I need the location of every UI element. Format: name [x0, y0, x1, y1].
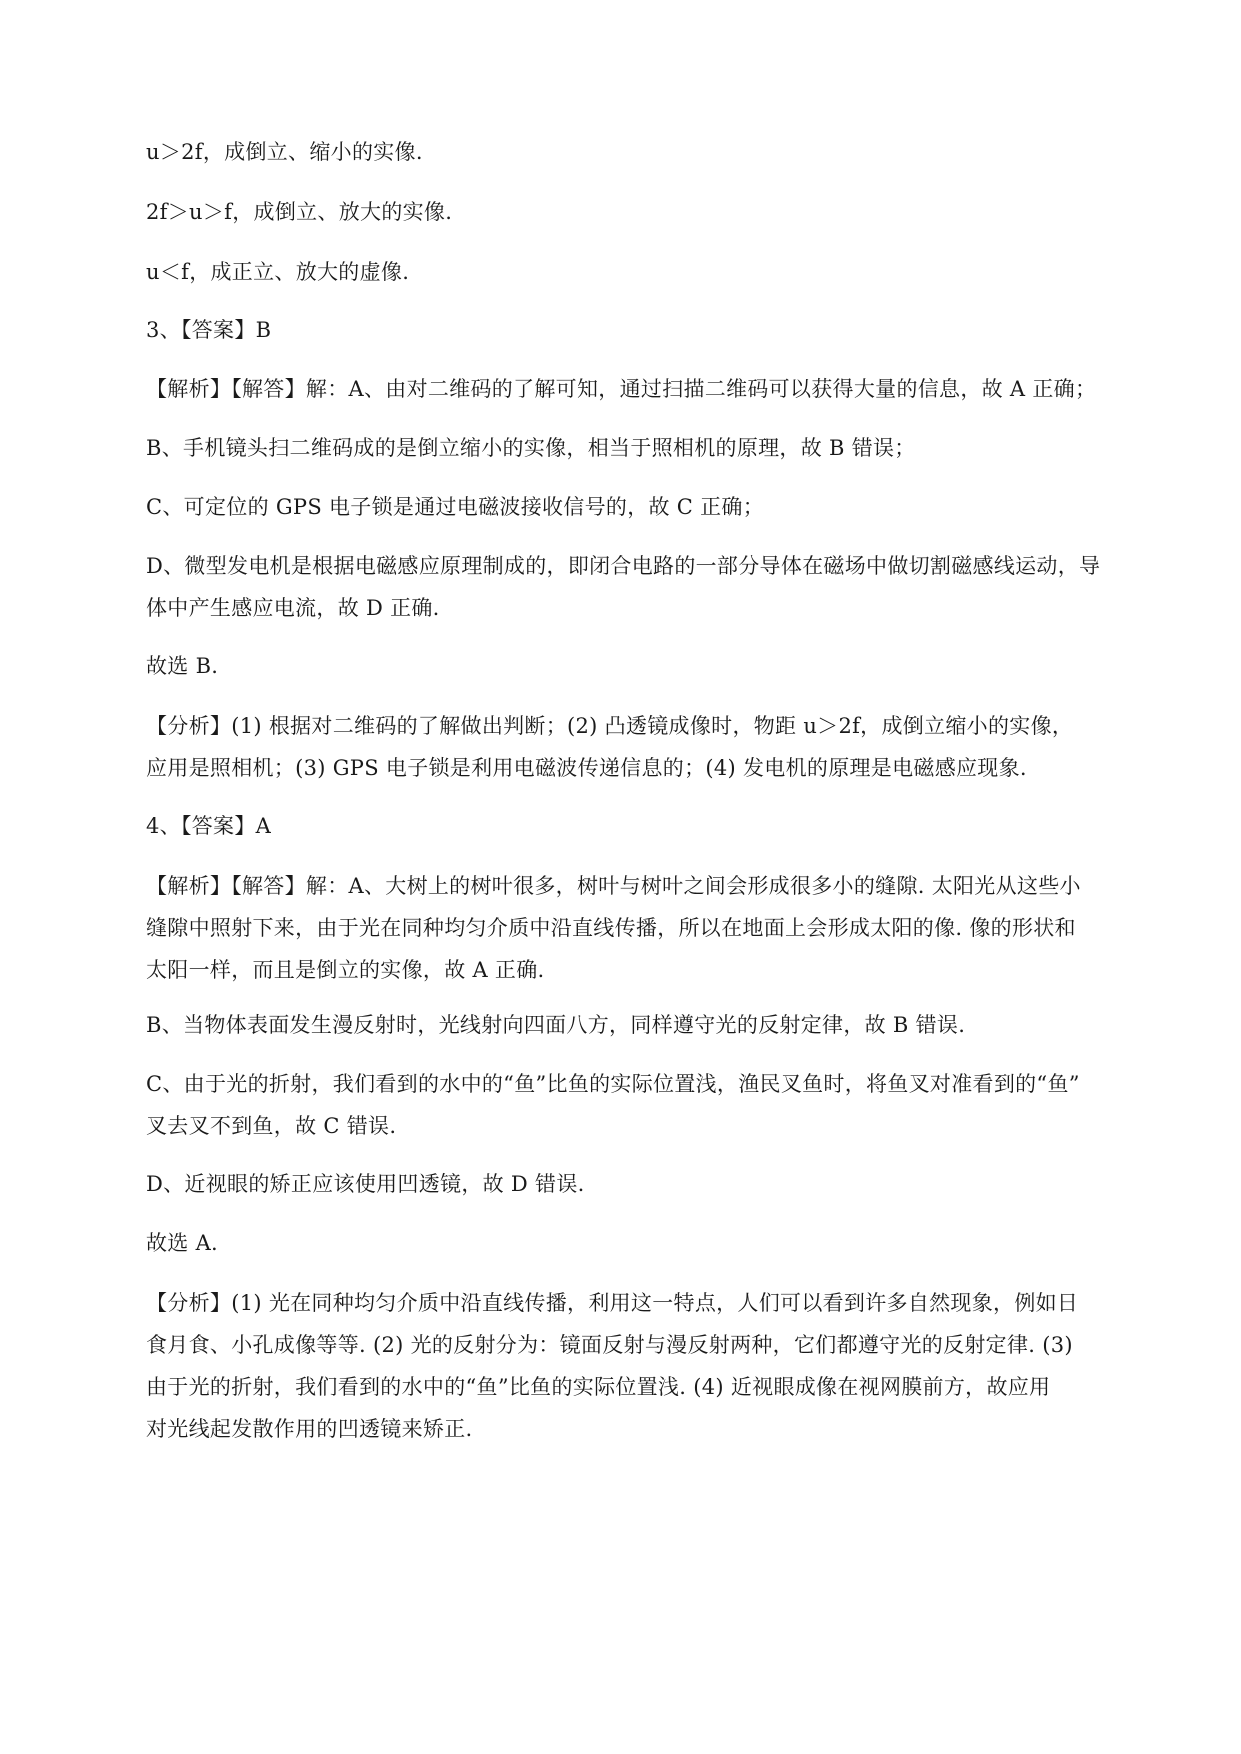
analysis-4-d	[146, 1166, 1146, 1202]
text-line: 【解析】【解答】解：A、由对二维码的了解可知，通过扫描二维码可以获得大量的信息，故 A 正确；	[146, 377, 1097, 401]
paragraph-u-gt-2f	[146, 134, 1146, 170]
text-line: 2f＞u＞f，成倒立、放大的实像.	[146, 200, 453, 224]
text-line: 【分析】(1) 根据对二维码的了解做出判断；(2) 凸透镜成像时，物距 u＞2f，成倒立缩小的实像，	[146, 714, 1074, 738]
text-line: D、微型发电机是根据电磁感应原理制成的，即闭合电路的一部分导体在磁场中做切割磁感线运动，导	[146, 554, 1101, 578]
paragraph-2f-gt-u-gt-f	[146, 194, 1146, 230]
text-line: 由于光的折射，我们看到的水中的“鱼”比鱼的实际位置浅. (4) 近视眼成像在视网膜前方，故应用	[146, 1375, 1051, 1399]
answer-heading-4	[146, 808, 1146, 844]
text-line: C、由于光的折射，我们看到的水中的“鱼”比鱼的实际位置浅，渔民叉鱼时，将鱼叉对准看到的“鱼”	[146, 1072, 1080, 1096]
text-line: 3、【答案】B	[146, 318, 272, 342]
text-line: 缝隙中照射下来，由于光在同种均匀介质中沿直线传播，所以在地面上会形成太阳的像. 像的形状和	[146, 916, 1076, 940]
text-line: 对光线起发散作用的凹透镜来矫正.	[146, 1417, 473, 1441]
text-line: 故选 B.	[146, 654, 219, 678]
text-line: u＜f，成正立、放大的虚像.	[146, 260, 410, 284]
text-line: 叉去叉不到鱼，故 C 错误.	[146, 1114, 397, 1138]
text-line: B、当物体表面发生漫反射时，光线射向四面八方，同样遵守光的反射定律，故 B 错误.	[146, 1013, 966, 1037]
choice-3	[146, 648, 1146, 684]
analysis-3-c	[146, 489, 1146, 525]
analysis-4-b	[146, 1007, 1146, 1043]
analysis-4-a	[146, 868, 1146, 988]
summary-3	[146, 708, 1146, 786]
choice-4	[146, 1225, 1146, 1261]
text-line: B、手机镜头扫二维码成的是倒立缩小的实像，相当于照相机的原理，故 B 错误；	[146, 436, 916, 460]
paragraph-u-lt-f	[146, 254, 1146, 290]
text-line: 太阳一样，而且是倒立的实像，故 A 正确.	[146, 958, 545, 982]
text-line: 体中产生感应电流，故 D 正确.	[146, 596, 440, 620]
answer-heading-3	[146, 312, 1146, 348]
text-line: C、可定位的 GPS 电子锁是通过电磁波接收信号的，故 C 正确；	[146, 495, 765, 519]
analysis-3-a	[146, 371, 1146, 407]
text-line: 应用是照相机；(3) GPS 电子锁是利用电磁波传递信息的；(4) 发电机的原理是电磁感应现象.	[146, 756, 1027, 780]
text-line: 食月食、小孔成像等等. (2) 光的反射分为：镜面反射与漫反射两种，它们都遵守光的反射定律. (3)	[146, 1333, 1073, 1357]
text-line: 4、【答案】A	[146, 814, 272, 838]
analysis-3-d	[146, 548, 1146, 626]
text-line: u＞2f，成倒立、缩小的实像.	[146, 140, 423, 164]
summary-4	[146, 1285, 1146, 1447]
text-line: 故选 A.	[146, 1231, 219, 1255]
analysis-4-c	[146, 1066, 1146, 1144]
text-line: D、近视眼的矫正应该使用凹透镜，故 D 错误.	[146, 1172, 585, 1196]
text-line: 【分析】(1) 光在同种均匀介质中沿直线传播，利用这一特点，人们可以看到许多自然现象，例如日	[146, 1291, 1079, 1315]
analysis-3-b	[146, 430, 1146, 466]
text-line: 【解析】【解答】解：A、大树上的树叶很多，树叶与树叶之间会形成很多小的缝隙. 太阳光从这些小	[146, 874, 1081, 898]
